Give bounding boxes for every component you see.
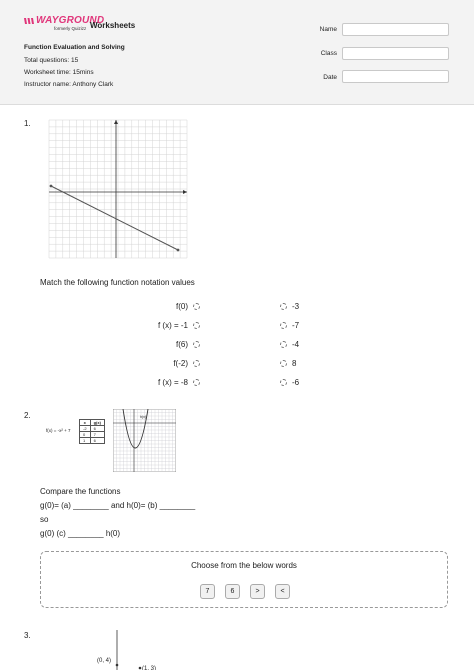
match-right-label: -6 bbox=[292, 378, 300, 387]
worksheet-name: Function Evaluation and Solving bbox=[24, 44, 125, 51]
question-1-prompt: Match the following function notation values bbox=[40, 278, 195, 287]
logo-mark-icon bbox=[24, 16, 34, 26]
match-right-item[interactable] bbox=[280, 378, 299, 387]
choice-chip[interactable]: < bbox=[275, 584, 290, 599]
date-label: Date bbox=[323, 74, 337, 81]
x-axis-arrow-icon bbox=[183, 190, 187, 194]
question-2-prompt: Compare the functions bbox=[40, 487, 121, 496]
brand-subtitle: formerly Quizizz bbox=[54, 26, 87, 31]
question-2-line-2: so bbox=[40, 515, 49, 524]
match-left-radio-icon[interactable] bbox=[193, 360, 200, 367]
match-right-item[interactable] bbox=[280, 340, 299, 349]
function-line bbox=[51, 186, 178, 250]
match-right-radio-icon[interactable] bbox=[280, 360, 287, 367]
question-2-number: 2. bbox=[24, 411, 31, 420]
word-bank-title: Choose from the below words bbox=[191, 561, 297, 570]
question-2-line-1: g(0)= (a) ________ and h(0)= (b) ________ bbox=[40, 501, 196, 510]
match-left-label: f (x) = -8 bbox=[157, 378, 188, 387]
line-end-point bbox=[177, 249, 180, 252]
table-cell: 6 bbox=[90, 426, 104, 432]
question-3-graph bbox=[90, 628, 170, 670]
h-graph bbox=[113, 409, 176, 472]
table-cell: 1 bbox=[80, 438, 91, 444]
point-b bbox=[139, 667, 142, 670]
word-bank bbox=[40, 551, 448, 608]
worksheet-header bbox=[0, 0, 474, 105]
match-left-item[interactable] bbox=[120, 321, 200, 330]
match-right-radio-icon[interactable] bbox=[280, 322, 287, 329]
f-equation: f(x) = -x² + 7 bbox=[46, 428, 71, 433]
match-right-radio-icon[interactable] bbox=[280, 379, 287, 386]
worksheets-title: Worksheets bbox=[90, 21, 136, 30]
question-2-line-3: g(0) (c) ________ h(0) bbox=[40, 529, 121, 538]
match-left-radio-icon[interactable] bbox=[193, 341, 200, 348]
match-right-label: -3 bbox=[292, 302, 300, 311]
name-label: Name bbox=[319, 26, 337, 33]
choice-chip[interactable]: > bbox=[250, 584, 265, 599]
line-start-point bbox=[50, 185, 53, 188]
table-header-g: g(x) bbox=[90, 420, 104, 426]
match-right-item[interactable] bbox=[280, 359, 296, 368]
choice-chip[interactable]: 7 bbox=[200, 584, 215, 599]
match-left-label: f(-2) bbox=[173, 359, 188, 368]
match-left-label: f(6) bbox=[176, 340, 188, 349]
match-left-label: f(0) bbox=[176, 302, 188, 311]
match-left-item[interactable] bbox=[120, 302, 200, 311]
name-field[interactable] bbox=[342, 23, 449, 36]
table-cell: 6 bbox=[90, 438, 104, 444]
match-left-item[interactable] bbox=[120, 378, 200, 387]
match-left-item[interactable] bbox=[120, 340, 200, 349]
table-cell: 7 bbox=[90, 432, 104, 438]
graph-grid bbox=[49, 120, 187, 258]
table-cell: -2 bbox=[80, 426, 91, 432]
h-graph-label: h(x) bbox=[140, 415, 147, 419]
question-1-graph bbox=[47, 118, 189, 260]
class-field[interactable] bbox=[342, 47, 449, 60]
match-right-label: -4 bbox=[292, 340, 300, 349]
match-right-radio-icon[interactable] bbox=[280, 303, 287, 310]
instructor-name: Instructor name: Anthony Clark bbox=[24, 81, 114, 88]
class-label: Class bbox=[320, 50, 337, 57]
match-left-label: f (x) = -1 bbox=[157, 321, 188, 330]
point-b-label: (1, 3) bbox=[142, 666, 157, 670]
point-a-label: (0, 4) bbox=[97, 658, 112, 664]
match-left-item[interactable] bbox=[120, 359, 200, 368]
table-header-x: x bbox=[80, 420, 91, 426]
match-right-item[interactable] bbox=[280, 321, 299, 330]
point-a bbox=[116, 664, 119, 667]
match-left-radio-icon[interactable] bbox=[193, 303, 200, 310]
match-left-radio-icon[interactable] bbox=[193, 379, 200, 386]
match-left-radio-icon[interactable] bbox=[193, 322, 200, 329]
choice-chip[interactable]: 6 bbox=[225, 584, 240, 599]
brand-name: WAYGROUND bbox=[36, 15, 105, 26]
g-table bbox=[79, 419, 105, 444]
match-right-radio-icon[interactable] bbox=[280, 341, 287, 348]
match-right-label: -7 bbox=[292, 321, 300, 330]
question-3-number: 3. bbox=[24, 631, 31, 640]
y-axis-arrow-icon bbox=[114, 120, 118, 124]
date-field[interactable] bbox=[342, 70, 449, 83]
worksheet-time: Worksheet time: 15mins bbox=[24, 69, 94, 76]
question-1-number: 1. bbox=[24, 119, 31, 128]
table-cell: 0 bbox=[80, 432, 91, 438]
total-questions: Total questions: 15 bbox=[24, 57, 79, 64]
match-right-label: 8 bbox=[292, 359, 297, 368]
match-right-item[interactable] bbox=[280, 302, 299, 311]
